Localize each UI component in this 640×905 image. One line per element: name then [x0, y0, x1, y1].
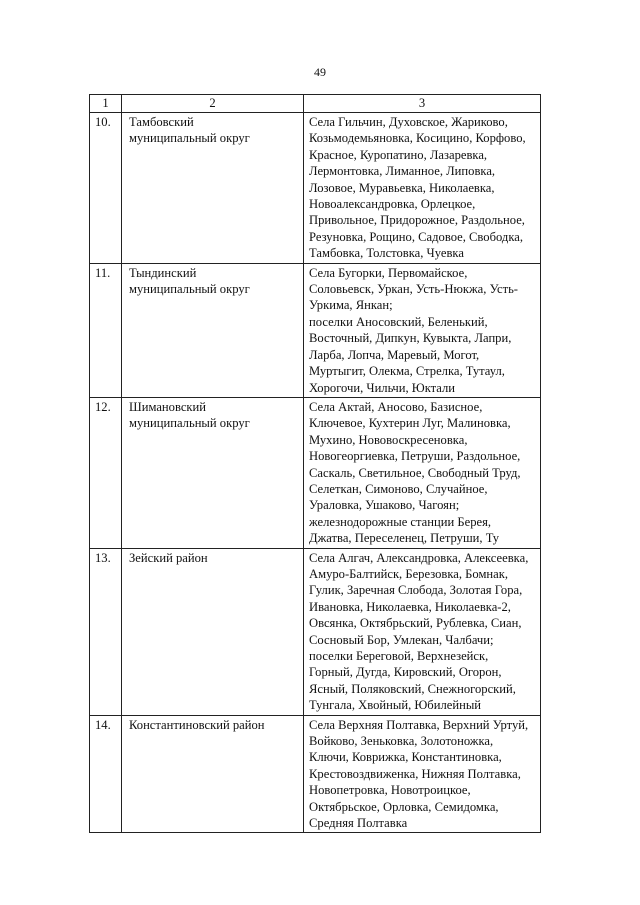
district-name-text: Тамбовский муниципальный округ	[129, 115, 250, 146]
settlement-list-text: Села Гильчин, Духовское, Жариково, Козьмодемьяновка, Косицино, Корфово, Красное, Куропатино, Лазаревка, Лермонтовка, Лиманное, Липовка, Лозовое, Муравьевка, Николаевка, Новоалександровка, Орлецкое, Привольное, Придорожное, Раздольное, Резуновка, Рощино, Садовое, Свободка, Тамбовка, Толстовка, Чуевка	[309, 115, 526, 261]
settlement-list	[304, 113, 541, 264]
row-number: 10.	[90, 113, 122, 264]
settlement-list-text: Села Бугорки, Первомайское, Соловьевск, Уркан, Усть-Нюкжа, Усть- Уркима, Янкан; поселки Аносовский, Беленький, Восточный, Дипкун, Кувыкта, Лапри, Ларба, Лопча, Маревый, Могот, Муртыгит, Олекма, Стрелка, Тутаул, Хорогочи, Чильчи, Юктали	[309, 265, 519, 395]
column-header-1: 1	[90, 95, 122, 113]
table-row	[90, 397, 541, 548]
district-name-text: Тындинский муниципальный округ	[129, 265, 250, 297]
column-header-2: 2	[122, 95, 304, 113]
settlement-list-text: Села Верхняя Полтавка, Верхний Уртуй, Войково, Зеньковка, Золотоножка, Ключи, Коврижка, Константиновка, Крестовоздвиженка, Нижняя Полтавка, Новопетровка, Новотроицкое, Октябрьское, Орловка, Семидомка, Средняя Полтавка	[309, 717, 529, 831]
column-header-3: 3	[304, 95, 541, 113]
district-name	[122, 113, 304, 264]
row-number: 13.	[90, 548, 122, 715]
row-number: 11.	[90, 263, 122, 397]
district-name-text: Шимановский муниципальный округ	[129, 399, 250, 431]
settlement-list-text: Села Актай, Аносово, Базисное, Ключевое, Кухтерин Луг, Малиновка, Мухино, Нововоскресеновка, Новогеоргиевка, Петруши, Раздольное, Саскаль, Светильное, Свободный Труд, Селеткан, Симоново, Случайное, Ураловка, Ушаково, Чагоян; железнодорожные станции Берея, Джатва, Переселенец, Петруши, Ту	[309, 399, 521, 546]
district-name	[122, 263, 304, 397]
row-number: 14.	[90, 715, 122, 833]
row-number: 12.	[90, 397, 122, 548]
settlement-list	[304, 715, 541, 833]
settlements-table	[89, 94, 541, 833]
district-name	[122, 397, 304, 548]
table-row	[90, 113, 541, 264]
table-row	[90, 263, 541, 397]
settlement-list	[304, 397, 541, 548]
settlement-list-text: Села Алгач, Александровка, Алексеевка, Амуро-Балтийск, Березовка, Бомнак, Гулик, Заречная Слобода, Золотая Гора, Ивановка, Николаевка, Николаевка-2, Овсянка, Октябрьский, Рублевка, Сиан, Сосновый Бор, Умлекан, Чалбачи; поселки Береговой, Верхнезейск, Горный, Дугда, Кировский, Огорон, Ясный, Поляковский, Снежногорский, Тунгала, Хвойный, Юбилейный	[309, 550, 529, 713]
district-name	[122, 715, 304, 833]
settlement-list	[304, 548, 541, 715]
district-name-text: Константиновский район	[129, 717, 265, 732]
page-number: 49	[314, 65, 326, 79]
table-row	[90, 548, 541, 715]
table-row	[90, 715, 541, 833]
table-header-row	[90, 95, 541, 113]
settlement-list	[304, 263, 541, 397]
district-name	[122, 548, 304, 715]
district-name-text: Зейский район	[129, 550, 208, 565]
